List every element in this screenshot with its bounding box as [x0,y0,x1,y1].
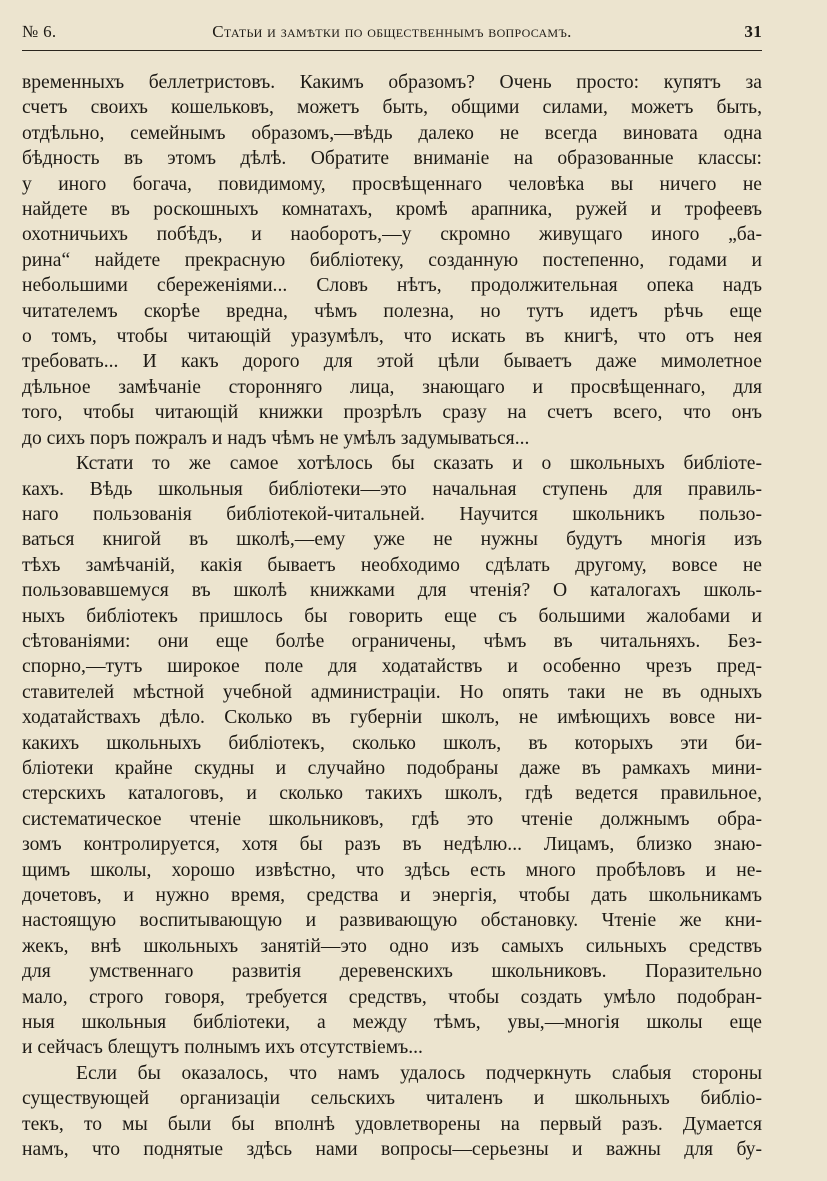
text-line: ныхъ библіотекъ пришлось бы говорить еще съ большими жалобами и [22,605,762,627]
header-rule [22,50,762,51]
text-line: у иного богача, повидимому, просвѣщеннаго человѣка вы ничего не [22,173,762,195]
text-line: пользовавшемуся въ школѣ книжками для чтенія? О каталогахъ школь- [22,580,762,602]
text-line: Если бы оказалось, что намъ удалось подчеркнуть слабыя стороны [76,1062,762,1084]
text-line: охотничьихъ побѣдъ, и наоборотъ,—у скромно живущаго иного „ба- [22,224,762,246]
text-line: небольшими сбереженіями... Словъ нѣтъ, продолжительная опека надъ [22,275,762,297]
text-line: того, чтобы читающій книжки прозрѣлъ сразу на счетъ всего, что онъ [22,402,762,424]
text-line: кахъ. Вѣдь школьныя библіотеки—это начальная ступень для правиль- [22,478,762,500]
text-line: до сихъ поръ пожралъ и надъ чѣмъ не умѣлъ задумываться... [22,427,530,449]
text-line: тѣхъ замѣчаній, какія бываетъ необходимо сдѣлать другому, вовсе не [22,554,762,576]
text-line: сѣтованіями: они еще болѣе ограничены, чѣмъ въ читальняхъ. Без- [22,630,762,652]
text-line: спорно,—тутъ широкое поле для ходатайствъ и особенно чрезъ пред- [22,656,762,678]
text-line: бѣдность въ этомъ дѣлѣ. Обратите вниманіе на образованные классы: [22,148,762,170]
page-number: 31 [744,22,762,41]
text-line: ходатайствахъ дѣло. Сколько въ губерніи школъ, не имѣющихъ вовсе ни- [22,707,762,729]
text-line: зомъ контролируется, хотя бы разъ въ недѣлю... Лицамъ, близко знаю- [22,834,762,856]
text-line: найдете въ роскошныхъ комнатахъ, кромѣ арапника, ружей и трофеевъ [22,199,762,221]
text-line: дочетовъ, и нужно время, средства и энергія, чтобы дать школьникамъ [22,885,762,906]
text-line: ставителей мѣстной учебной администраціи. Но опять таки не въ одныхъ [22,681,762,703]
text-line: рина“ найдете прекрасную библіотеку, созданную постепенно, годами и [22,249,762,271]
text-line: мало, строго говоря, требуется средствъ, чтобы создать умѣло подобран- [22,986,762,1008]
text-line: щимъ школы, хорошо извѣстно, что здѣсь есть много пробѣловъ и не- [22,859,762,881]
running-title: Статьи и замѣтки по общественнымъ вопросамъ. [212,22,572,41]
article-body [22,70,762,1162]
text-line: читателемъ скорѣе вредна, чѣмъ полезна, но тутъ идетъ рѣчь еще [22,300,762,322]
text-line: бліотеки крайне скудны и случайно подобраны даже въ рамкахъ мини- [22,757,762,779]
text-line: требовать... И какъ дорого для этой цѣли бываетъ даже мимолетное [22,351,762,373]
running-header [22,22,762,48]
text-line: и сейчасъ блещутъ полнымъ ихъ отсутствіемъ... [22,1037,423,1059]
text-line: стерскихъ каталоговъ, и сколько такихъ школъ, гдѣ ведется правильное, [22,783,762,805]
text-line: какихъ школьныхъ библіотекъ, сколько школъ, въ которыхъ эти би- [22,732,762,754]
text-line: временныхъ беллетристовъ. Какимъ образомъ? Очень просто: купятъ за [22,72,762,93]
text-line: отдѣльно, семейнымъ образомъ,—вѣдь далеко не всегда виновата одна [22,122,762,144]
text-line: жекъ, внѣ школьныхъ занятій—это одно изъ самыхъ сильныхъ средствъ [22,935,762,957]
text-line: о томъ, чтобы читающій уразумѣлъ, что искать въ книгѣ, что отъ нея [22,326,762,348]
text-line: для умственнаго развитія деревенскихъ школьниковъ. Поразительно [22,961,762,983]
text-line: систематическое чтеніе школьниковъ, гдѣ это чтеніе должнымъ обра- [22,808,762,830]
text-line: настоящую воспитывающую и развивающую обстановку. Чтеніе же кни- [22,910,762,932]
text-line: намъ, что поднятые здѣсь нами вопросы—серьезны и важны для бу- [22,1139,762,1161]
text-line: текъ, то мы были бы вполнѣ удовлетворены на первый разъ. Думается [22,1113,762,1135]
text-line: наго пользованія библіотекой-читальней. Научится школьникъ пользо- [22,503,762,525]
text-line: Кстати то же самое хотѣлось бы сказать и о школьныхъ библіоте- [76,453,762,475]
text-line: ваться книгой въ школѣ,—ему уже не нужны будутъ многія изъ [22,529,762,551]
text-line: дѣльное замѣчаніе сторонняго лица, знающаго и просвѣщеннаго, для [22,376,762,398]
text-line: ныя школьныя библіотеки, а между тѣмъ, увы,—многія школы еще [22,1012,762,1034]
text-line: существующей организаціи сельскихъ читаленъ и школьныхъ библіо- [22,1088,762,1110]
text-line: счетъ своихъ кошельковъ, можетъ быть, общими силами, можетъ быть, [22,97,762,119]
issue-number: № 6. [22,22,57,41]
